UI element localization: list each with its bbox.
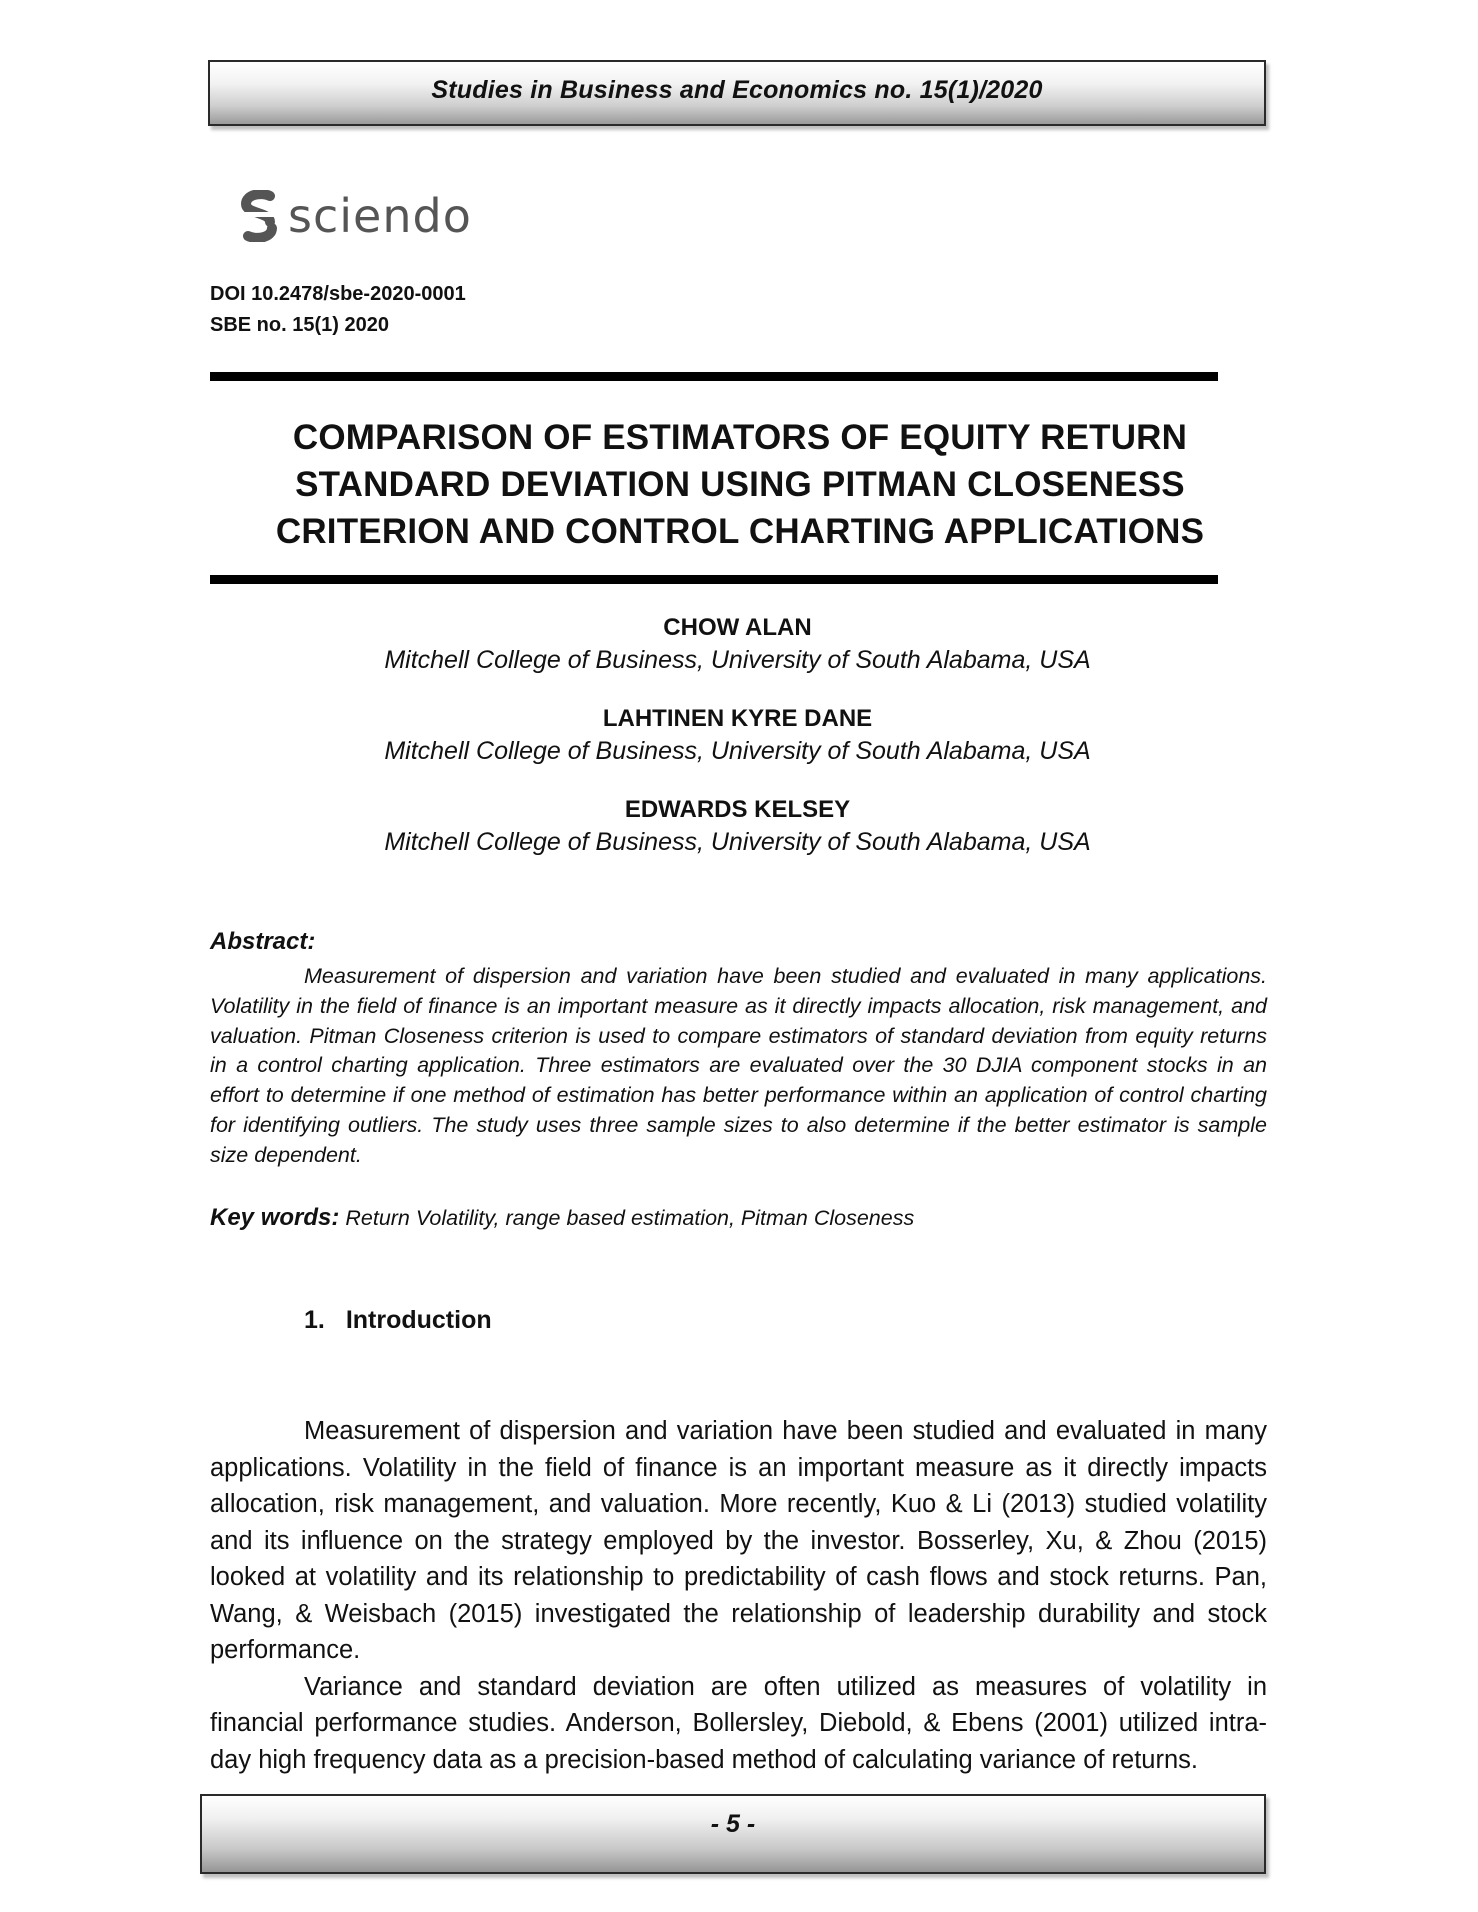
- abstract-heading: Abstract:: [210, 928, 316, 955]
- sciendo-logo-icon: [240, 190, 278, 242]
- body-text: [210, 1413, 1267, 1778]
- keywords-label: Key words:: [210, 1204, 340, 1231]
- section-heading: [304, 1306, 492, 1335]
- doi-line: DOI 10.2478/sbe-2020-0001: [210, 283, 466, 305]
- paper-title: [210, 414, 1270, 555]
- author-affiliation: Mitchell College of Business, University of South Alabama, USA: [384, 646, 1091, 674]
- keywords: [210, 1204, 914, 1232]
- body-paragraph-1: Measurement of dispersion and variation have been studied and evaluated in many applications. Volatility in the field of finance is an important measure as it directly impacts allocation, risk management, and valuation. More recently, Kuo & Li (2013) studied volatility and its influence on the strategy employed by the investor. Bosserley, Xu, & Zhou (2015) looked at volatility and its relationship to predictability of cash flows and stock returns. Pan, Wang, & Weisbach (2015) investigated the relationship of leadership durability and stock performance.: [210, 1417, 1267, 1664]
- keywords-text: Return Volatility, range based estimation, Pitman Closeness: [345, 1206, 915, 1230]
- journal-title: Studies in Business and Economics no. 15(1)/2020: [431, 76, 1043, 104]
- issue-line: SBE no. 15(1) 2020: [210, 314, 389, 336]
- logo-text: sciendo: [288, 189, 472, 243]
- author-affiliation: Mitchell College of Business, University of South Alabama, USA: [384, 737, 1091, 765]
- section-title: Introduction: [345, 1306, 492, 1334]
- author-block: [210, 703, 1265, 767]
- title-rule-bottom: [210, 575, 1218, 584]
- author-name: CHOW ALAN: [663, 614, 812, 641]
- doi-block: [210, 279, 466, 341]
- journal-header-banner: [208, 60, 1266, 126]
- author-list: [210, 612, 1265, 885]
- title-line-2: STANDARD DEVIATION USING PITMAN CLOSENESS: [295, 465, 1185, 504]
- title-line-1: COMPARISON OF ESTIMATORS OF EQUITY RETURN: [292, 418, 1188, 457]
- footer-banner: [200, 1794, 1266, 1874]
- abstract-text: Measurement of dispersion and variation have been studied and evaluated in many applications. Volatility in the field of finance is an important measure as it directly impacts allocation, risk management, and valuation. Pitman Closeness criterion is used to compare estimators of standard deviation from equity returns in a control charting application. Three estimators are evaluated over the 30 DJIA component stocks in an effort to determine if one method of estimation has better performance within an application of control charting for identifying outliers. The study uses three sample sizes to also determine if the better estimator is sample size dependent.: [210, 964, 1267, 1167]
- title-line-3: CRITERION AND CONTROL CHARTING APPLICATIONS: [275, 512, 1205, 551]
- page-number: - 5 -: [710, 1810, 756, 1838]
- author-name: LAHTINEN KYRE DANE: [602, 705, 873, 732]
- author-block: [210, 612, 1265, 676]
- title-rule-top: [210, 372, 1218, 381]
- author-name: EDWARDS KELSEY: [624, 796, 851, 823]
- author-affiliation: Mitchell College of Business, University of South Alabama, USA: [384, 828, 1091, 856]
- author-block: [210, 794, 1265, 858]
- body-paragraph-2: Variance and standard deviation are often utilized as measures of volatility in financial performance studies. Anderson, Bollersley, Diebold, & Ebens (2001) utilized intra-day high frequency data as a precision-based method of calculating variance of returns.: [210, 1672, 1267, 1774]
- sciendo-logo: [240, 186, 472, 246]
- section-number: 1.: [304, 1306, 325, 1334]
